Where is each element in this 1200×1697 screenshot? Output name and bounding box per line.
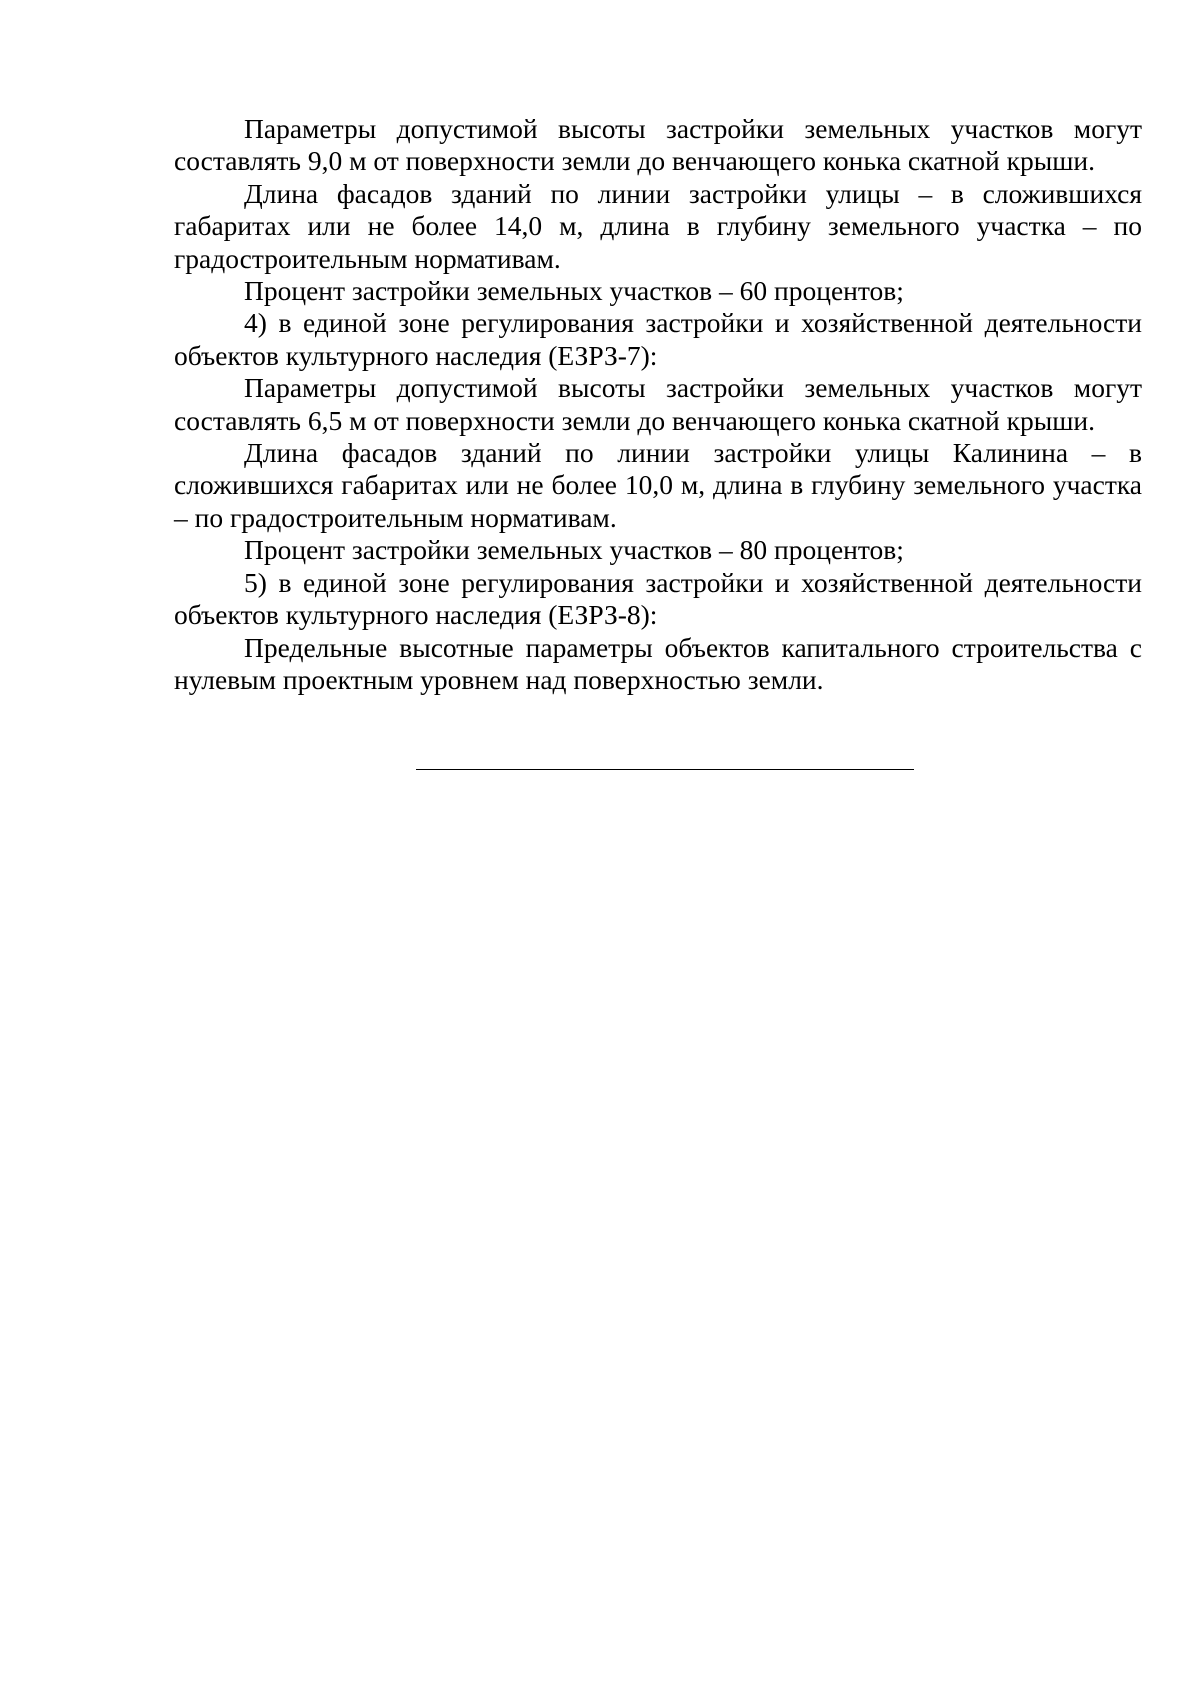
paragraph-height-limit-9m: Параметры допустимой высоты застройки земельных участков могут составлять 9,0 м от поверхности земли до венчающего конька скатной крыши. (174, 113, 1142, 177)
document-body (174, 113, 1142, 696)
paragraph-coverage-80-percent: Процент застройки земельных участков – 80 процентов; (244, 534, 904, 566)
paragraph-height-limits-zero-level: Предельные высотные параметры объектов капитального строительства с нулевым проектным уровнем над поверхностью земли. (174, 631, 1142, 695)
paragraph-facade-length-14m: Длина фасадов зданий по линии застройки улицы – в сложившихся габаритах или не более 14,0 м, длина в глубину земельного участка – по градостроительным нормативам. (174, 177, 1142, 274)
paragraph-zone-ezrz-7: 4) в единой зоне регулирования застройки и хозяйственной деятельности объектов культурного наследия (ЕЗРЗ-7): (174, 307, 1142, 371)
end-of-text-divider (416, 769, 914, 770)
paragraph-coverage-60-percent: Процент застройки земельных участков – 60 процентов; (244, 275, 904, 307)
paragraph-facade-length-10m: Длина фасадов зданий по линии застройки улицы Калинина – в сложившихся габаритах или не более 10,0 м, длина в глубину земельного участка – по градостроительным нормативам. (174, 437, 1142, 533)
paragraph-height-limit-6-5m: Параметры допустимой высоты застройки земельных участков могут составлять 6,5 м от поверхности земли до венчающего конька скатной крыши. (174, 372, 1142, 436)
paragraph-zone-ezrz-8: 5) в единой зоне регулирования застройки и хозяйственной деятельности объектов культурного наследия (ЕЗРЗ-8): (174, 566, 1142, 631)
